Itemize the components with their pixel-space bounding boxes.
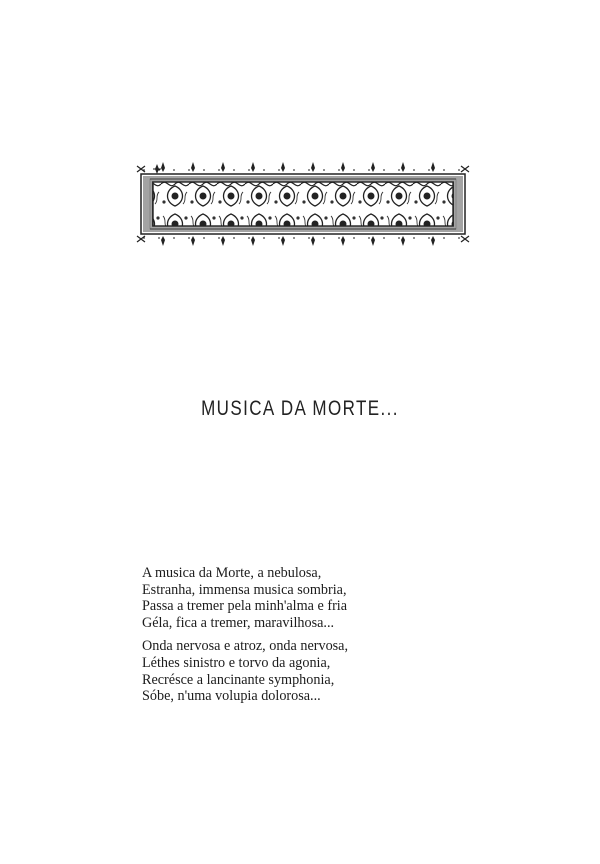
poem-line: Léthes sinistro e torvo da agonia, xyxy=(142,654,331,671)
poem-body xyxy=(142,565,462,712)
poem-line: Recrésce a lancinante symphonia, xyxy=(142,671,335,688)
decorative-ornament-banner xyxy=(133,158,473,250)
poem-line: Sóbe, n'uma volupia dolorosa... xyxy=(142,688,321,705)
poem-line: Estranha, immensa musica sombria, xyxy=(142,581,347,598)
poem-line: Onda nervosa e atroz, onda nervosa, xyxy=(142,638,349,655)
poem-line: Passa a tremer pela minh'alma e fria xyxy=(142,598,348,615)
stanza-2 xyxy=(142,638,462,704)
poem-title: MUSICA DA MORTE... xyxy=(201,396,399,420)
poem-line: Géla, fica a tremer, maravilhosa... xyxy=(142,614,335,631)
poem-line: A musica da Morte, a nebulosa, xyxy=(142,565,322,581)
stanza-1 xyxy=(142,565,462,631)
